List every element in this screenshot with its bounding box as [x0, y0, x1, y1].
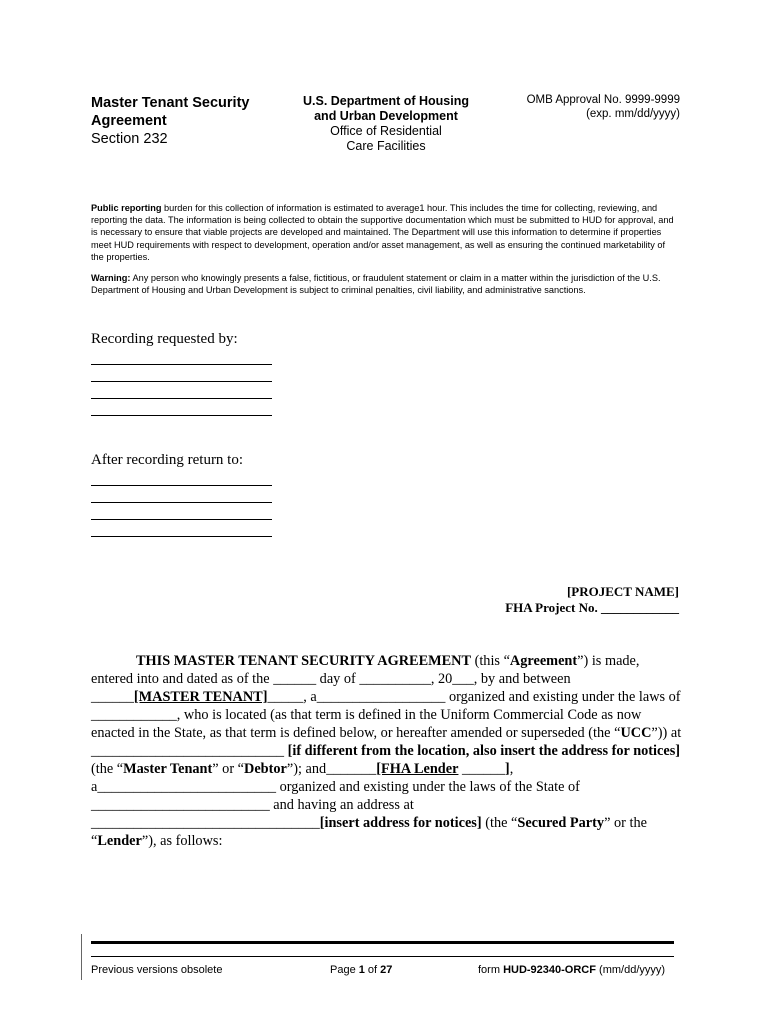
page-prefix: Page: [330, 964, 359, 976]
agreement-text: ”), as follows:: [141, 833, 223, 849]
department-block: [296, 94, 476, 154]
master-tenant-placeholder: [MASTER TENANT]: [133, 689, 268, 705]
recording-requested-section: [91, 331, 391, 416]
recording-requested-line-3[interactable]: [91, 398, 272, 399]
footer-rule-thick: [91, 941, 674, 944]
warning-text: Any person who knowingly presents a false, fictitious, or fraudulent statement or claim in a matter within the jurisdiction of the U.S. Department of Housing and Urban Development is subject to criminal penalties, civil liability, and administrative sanctions.: [91, 273, 661, 296]
recording-requested-line-4[interactable]: [91, 415, 272, 416]
omb-expiration: (exp. mm/dd/yyyy): [586, 108, 680, 120]
agreement-text: (the “: [91, 761, 124, 777]
recording-requested-line-1[interactable]: [91, 364, 272, 365]
form-title-block: [91, 94, 281, 148]
project-block: [505, 584, 679, 616]
return-to-line-2[interactable]: [91, 502, 272, 503]
form-prefix: form: [478, 964, 504, 976]
footer-form-number: [478, 964, 665, 976]
agreement-text: ”)) at ___________________________: [91, 725, 682, 759]
form-number: HUD-92340-ORCF: [503, 964, 596, 976]
footer-rule-thin: [91, 956, 674, 957]
return-to-label: After recording return to:: [91, 452, 244, 468]
warning-notice: [91, 272, 679, 296]
ucc-term: UCC: [620, 725, 652, 741]
omb-approval-number: OMB Approval No. 9999-9999: [526, 94, 680, 106]
return-to-section: [91, 452, 391, 537]
public-reporting-notice: [91, 202, 679, 263]
page-current: 1: [358, 964, 365, 976]
lender-term: Lender: [97, 833, 142, 849]
return-to-line-4[interactable]: [91, 536, 272, 537]
recording-requested-label: Recording requested by:: [91, 331, 238, 347]
fha-lender-bracket: ]: [504, 761, 510, 777]
form-title-line1: Master Tenant Security: [91, 95, 250, 111]
office-line2: Care Facilities: [346, 139, 426, 153]
omb-approval-block: [500, 93, 680, 121]
agreement-text: ” or “: [212, 761, 245, 777]
margin-line: [81, 934, 82, 980]
page-of: of: [364, 964, 381, 976]
form-title-line2: Agreement: [91, 113, 167, 129]
page-total: 27: [380, 964, 393, 976]
form-date: (mm/dd/yyyy): [595, 964, 666, 976]
project-name: [PROJECT NAME]: [566, 584, 679, 599]
recording-requested-line-2[interactable]: [91, 381, 272, 382]
agreement-paragraph: [91, 652, 682, 850]
office-line1: Office of Residential: [330, 124, 442, 138]
master-tenant-term: Master Tenant: [123, 761, 213, 777]
agreement-title: THIS MASTER TENANT SECURITY AGREEMENT: [136, 653, 471, 669]
warning-label: Warning:: [91, 273, 131, 283]
agreement-term: Agreement: [509, 653, 578, 669]
agreement-text: (this “: [471, 653, 510, 669]
agreement-text: ” or the “: [91, 815, 647, 849]
return-to-line-3[interactable]: [91, 519, 272, 520]
public-reporting-text: burden for this collection of information is estimated to average1 hour. This includes the time for collecting, reviewing, and reporting the data. The information is being collected to obtain the supportive documentation which must be submitted to HUD for approval, and is necessary to ensure that viable projects are developed and maintained. The Department will use this information to determine if properties meet HUD requirements with respect to development, operation and/or asset management, as well as ensuring the continued marketability of the properties.: [91, 203, 674, 262]
public-reporting-label: Public reporting: [91, 203, 162, 213]
agreement-text: (the “: [481, 815, 518, 831]
footer-page-number: [330, 964, 392, 976]
lender-address-instruction: [insert address for notices]: [319, 815, 482, 831]
agreement-text: ______: [458, 761, 505, 777]
notice-address-instruction: [if different from the location, also insert the address for notices]: [287, 743, 681, 759]
debtor-term: Debtor: [244, 761, 287, 777]
footer-previous-versions: Previous versions obsolete: [91, 964, 223, 976]
secured-party-term: Secured Party: [517, 815, 605, 831]
department-line1: U.S. Department of Housing: [303, 94, 469, 108]
fha-project-number: FHA Project No. ____________: [505, 600, 679, 615]
department-line2: and Urban Development: [314, 109, 458, 123]
agreement-text: _____, a__________________ organized and existing under the laws of ____________, who is located (as that term is defined in the Uniform Commercial Code as now enacted in the State, as that term is defined below, or hereafter amended or superseded (the “: [91, 689, 681, 741]
agreement-text: ”) is made, entered into and dated as of the ______ day of __________, 20___, by and between ______: [91, 653, 640, 705]
agreement-text: ”); and_______: [286, 761, 377, 777]
agreement-text: , a_________________________ organized and existing under the laws of the State of _________________________ and having an address at ________________________________: [91, 761, 580, 831]
fha-lender-placeholder: [FHA Lender: [376, 761, 459, 777]
form-section: Section 232: [91, 131, 168, 147]
return-to-line-1[interactable]: [91, 485, 272, 486]
